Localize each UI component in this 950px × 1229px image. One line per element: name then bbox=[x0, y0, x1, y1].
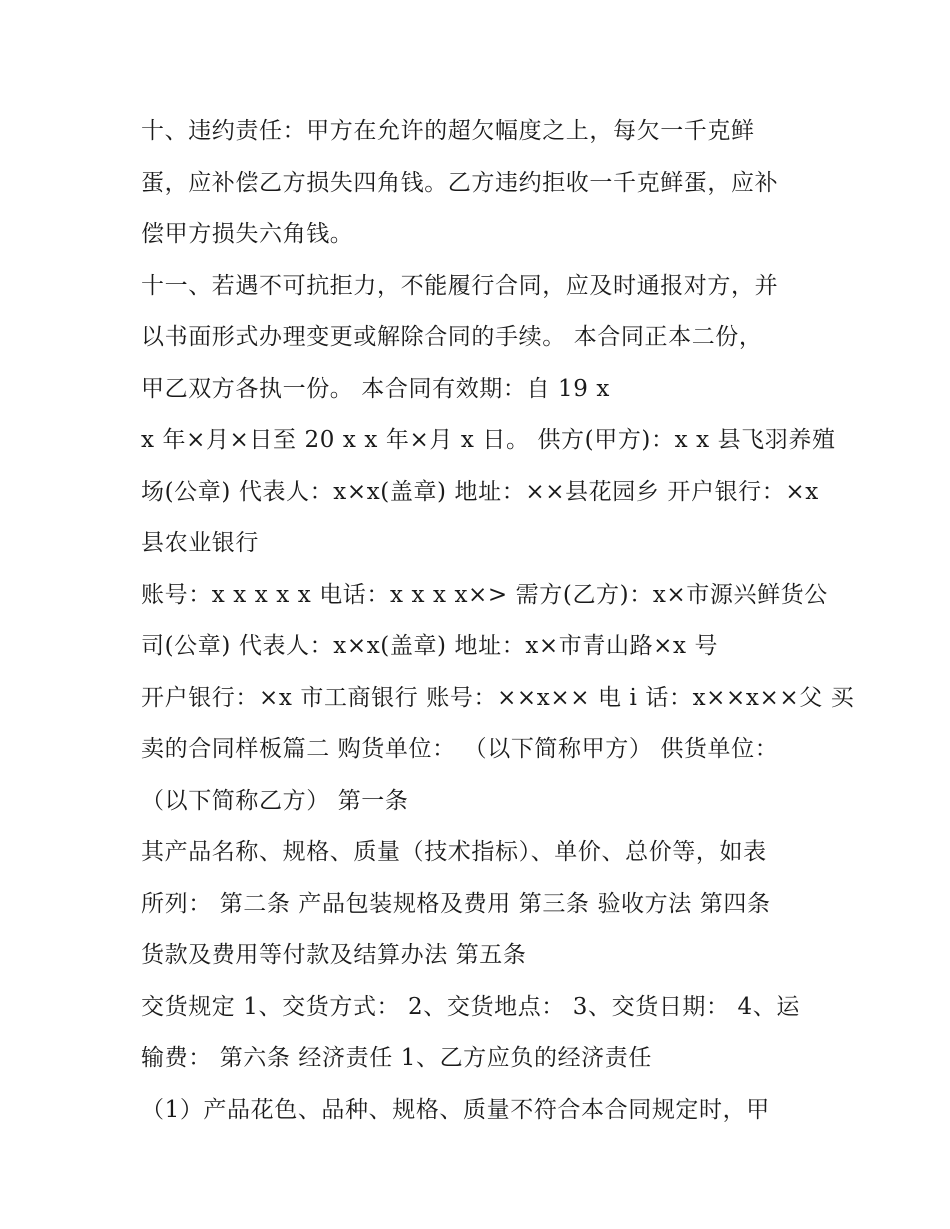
text-line: 所列： 第二条 产品包装规格及费用 第三条 验收方法 第四条 bbox=[141, 890, 771, 917]
text-line: 账号：x x x x x 电话：x x x x×> 需方(乙方)：x×市源兴鲜货公 bbox=[141, 581, 828, 608]
text-line: 开户银行：×x 市工商银行 账号：××x×× 电 i 话：x××x××父 买 bbox=[141, 684, 855, 711]
text-line: 场(公章) 代表人：x×x(盖章) 地址：××县花园乡 开户银行：×x bbox=[141, 478, 819, 505]
text-line: 其产品名称、规格、质量（技术指标）、单价、总价等，如表 bbox=[141, 839, 767, 865]
text-line: 十一、若遇不可抗拒力，不能履行合同，应及时通报对方，并 bbox=[141, 272, 779, 299]
text-line: 偿甲方损失六角钱。 bbox=[141, 221, 354, 247]
text-line: 县农业银行 bbox=[141, 530, 259, 556]
text-line: 卖的合同样板篇二 购货单位： （以下简称甲方） 供货单位： bbox=[141, 736, 779, 762]
text-line: （以下简称乙方） 第一条 bbox=[141, 787, 409, 814]
text-line: 司(公章) 代表人：x×x(盖章) 地址：x×市青山路×x 号 bbox=[141, 633, 719, 659]
text-line: 以书面形式办理变更或解除合同的手续。 本合同正本二份， bbox=[141, 324, 763, 350]
text-line: 蛋，应补偿乙方损失四角钱。乙方违约拒收一千克鲜蛋，应补 bbox=[141, 169, 779, 196]
document-body bbox=[141, 106, 855, 1136]
text-line: 甲乙双方各执一份。 本合同有效期：自 19 x bbox=[141, 375, 610, 402]
text-line: 货款及费用等付款及结算办法 第五条 bbox=[141, 942, 527, 968]
text-line: 输费： 第六条 经济责任 1、乙方应负的经济责任 bbox=[141, 1045, 652, 1071]
text-line: 十、违约责任：甲方在允许的超欠幅度之上，每欠一千克鲜 bbox=[141, 118, 755, 144]
text-line: （1）产品花色、品种、规格、质量不符合本合同规定时，甲 bbox=[141, 1096, 770, 1123]
text-line: 交货规定 1、交货方式： 2、交货地点： 3、交货日期： 4、运 bbox=[141, 993, 800, 1020]
text-line: x 年×月×日至 20 x x 年×月 x 日。 供方(甲方)：x x 县飞羽养殖 bbox=[141, 427, 836, 453]
